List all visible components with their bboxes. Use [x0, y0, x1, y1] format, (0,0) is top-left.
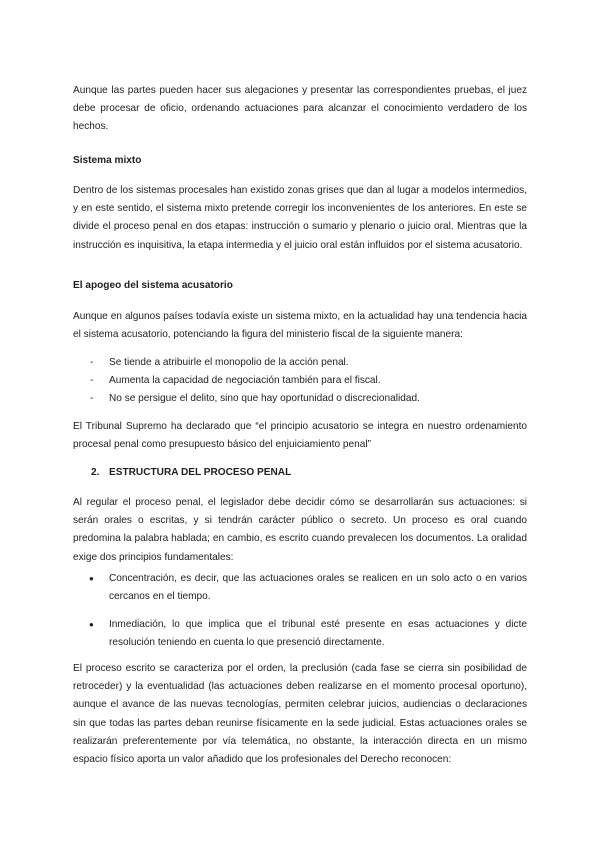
list-item	[73, 372, 527, 390]
paragraph-intro: Aunque las partes pueden hacer sus alegaciones y presentar las correspondientes pruebas, el juez debe procesar de oficio, ordenando actuaciones para alcanzar el conocimiento verdadero de los hechos.	[73, 85, 527, 133]
section-title-text: ESTRUCTURA DEL PROCESO PENAL	[109, 467, 292, 478]
heading-sistema-mixto: Sistema mixto	[73, 155, 142, 166]
bullet-list	[73, 570, 527, 606]
list-item-text: Aumenta la capacidad de negociación también para el fiscal.	[109, 375, 381, 387]
list-item-text: Se tiende a atribuirle el monopolio de la acción penal.	[109, 357, 349, 368]
paragraph-estructura: Al regular el proceso penal, el legislador debe decidir cómo se desarrollarán sus actuaciones: si serán orales o escritas, y si tendrán carácter público o secreto. Un proceso es oral cuando predomina la palabra hablada; en cambio, es escrito cuando prevalecen los documentos. La oralidad exige dos principios fundamentales:	[73, 497, 527, 563]
list-item-text: No se persigue el delito, sino que hay oportunidad o discrecionalidad.	[109, 393, 420, 405]
bullet-list	[73, 616, 527, 652]
paragraph-sistema-mixto: Dentro de los sistemas procesales han existido zonas grises que dan al lugar a modelos intermedios, y en este sentido, el sistema mixto pretende corregir los inconvenientes de los anteriores. En este se divide el proceso penal en dos etapas: instrucción o sumario y plenario o juicio oral. Mientras que la instrucción es inquisitiva, la etapa intermedia y el juicio oral están influidos por el sistema acusatorio.	[73, 185, 527, 251]
dash-list	[73, 354, 527, 409]
dash-marker: -	[90, 375, 94, 387]
list-item-text: Concentración, es decir, que las actuaciones orales se realicen en un solo acto o en varios cercanos en el tiempo.	[109, 573, 527, 603]
section-title	[73, 464, 545, 482]
list-item-text: Inmediación, lo que implica que el tribunal esté presente en esas actuaciones y dicte resolución teniendo en cuenta lo que presenció directamente.	[109, 619, 527, 649]
bullet-marker: ●	[89, 620, 94, 629]
list-item	[73, 354, 527, 372]
list-item	[73, 616, 527, 652]
heading-apogeo-acusatorio: El apogeo del sistema acusatorio	[73, 280, 233, 291]
paragraph-proceso-escrito: El proceso escrito se caracteriza por el orden, la preclusión (cada fase se cierra sin posibilidad de retroceder) y la eventualidad (las actuaciones deben realizarse en el momento procesal oportuno), aunque el avance de las nuevas tecnologías, permiten celebrar juicios, audiencias o declaraciones sin que todas las partes deban reunirse físicamente en la sede judicial. Estas actuaciones orales se realizarán preferentemente por vía telemática, no obstante, la interacción directa en un mismo espacio físico aporta un valor añadido que los profesionales del Derecho reconocen:	[73, 663, 527, 766]
section-number: 2.	[91, 467, 100, 478]
dash-marker: -	[90, 357, 94, 368]
paragraph-apogeo: Aunque en algunos países todavía existe un sistema mixto, en la actualidad hay una tendencia hacia el sistema acusatorio, potenciando la figura del ministerio fiscal de la siguiente manera:	[73, 311, 527, 341]
bullet-marker: ●	[89, 574, 94, 583]
paragraph-tribunal-supremo: El Tribunal Supremo ha declarado que “el principio acusatorio se integra en nuestro ordenamiento procesal penal como presupuesto básico del enjuiciamiento penal”	[73, 421, 527, 451]
list-item	[73, 570, 527, 606]
list-item	[73, 390, 527, 408]
dash-marker: -	[90, 393, 94, 405]
